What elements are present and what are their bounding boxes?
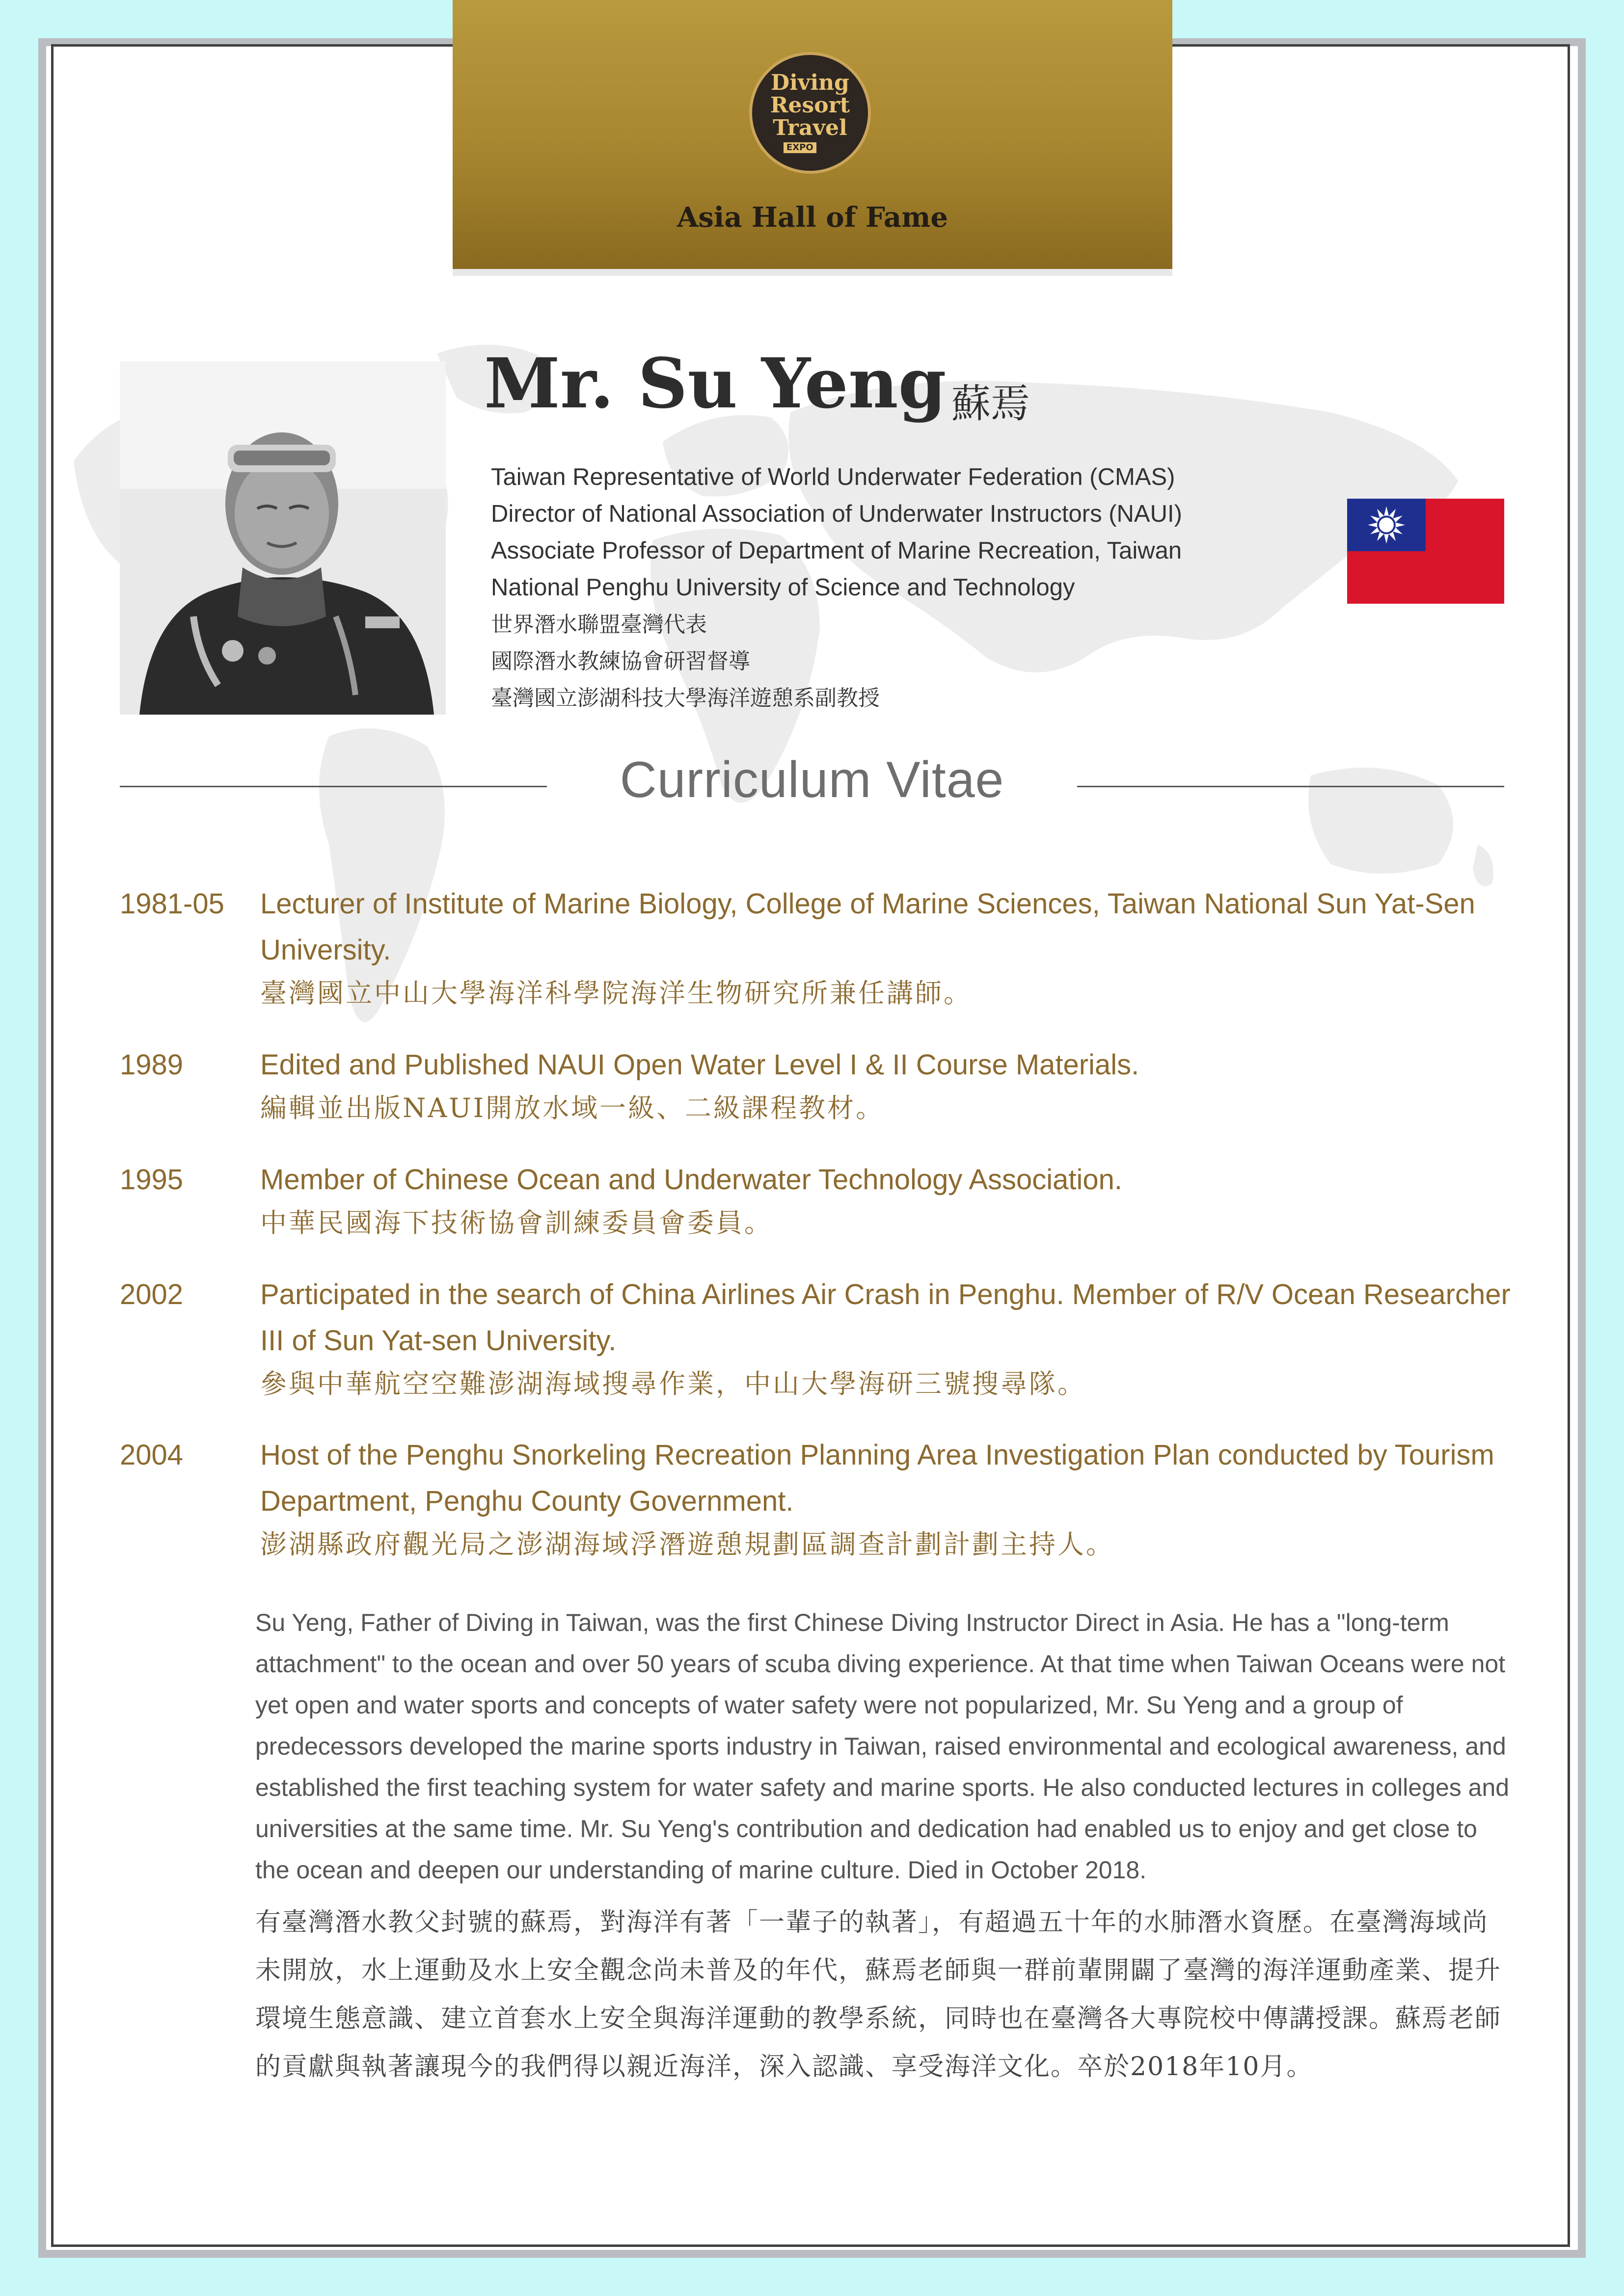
biography bbox=[255, 1602, 1512, 2091]
cv-description-chinese: 參與中華航空空難澎湖海域搜尋作業，中山大學海研三號搜尋隊。 bbox=[260, 1368, 1086, 1399]
title-line-chinese: 世界潛水聯盟臺灣代表 bbox=[491, 612, 707, 637]
cv-description: Participated in the search of China Airlines Air Crash in Penghu. Member of R/V Ocean Researcher III of Sun Yat-sen University. bbox=[260, 1279, 1511, 1357]
cv-entry-body bbox=[260, 1272, 1514, 1404]
cv-year: 1981-05 bbox=[120, 888, 224, 920]
title-line-chinese: 國際潛水教練協會研習督導 bbox=[491, 649, 750, 674]
cv-year: 1995 bbox=[120, 1164, 184, 1196]
cv-description: Host of the Penghu Snorkeling Recreation Planning Area Investigation Plan conducted by Tourism Department, Penghu County Government. bbox=[260, 1439, 1494, 1517]
logo-expo-tag: EXPO bbox=[784, 142, 816, 153]
biography-chinese: 有臺灣潛水教父封號的蘇焉，對海洋有著「一輩子的執著」，有超過五十年的水肺潛水資歷。在臺灣海域尚未開放，水上運動及水上安全觀念尚未普及的年代，蘇焉老師與一群前輩開闢了臺灣的海洋運動產業、提升環境生態意識、建立首套水上安全與海洋運動的教學系統，同時也在臺灣各大專院校中傳講授課。蘇焉老師的貢獻與執著讓現今的我們得以親近海洋，深入認識、享受海洋文化。卒於2018年10月。 bbox=[255, 1908, 1502, 2082]
cv-heading: Curriculum Vitae bbox=[620, 751, 1004, 808]
cv-entry-body bbox=[260, 1042, 1514, 1128]
cv-year: 1989 bbox=[120, 1049, 184, 1081]
cv-year: 2002 bbox=[120, 1279, 184, 1310]
logo-line-3: Travel bbox=[773, 115, 847, 140]
expo-logo bbox=[749, 52, 871, 174]
title-line-chinese: 臺灣國立澎湖科技大學海洋遊憩系副教授 bbox=[491, 686, 880, 711]
title-line: Associate Professor of Department of Marine Recreation, Taiwan bbox=[491, 537, 1182, 564]
cv-description-chinese: 編輯並出版NAUI開放水域一級、二級課程教材。 bbox=[260, 1093, 885, 1123]
cv-description-chinese: 澎湖縣政府觀光局之澎湖海域浮潛遊憩規劃區調查計劃計劃主持人。 bbox=[260, 1529, 1114, 1560]
banner-shadow bbox=[453, 269, 1172, 276]
cv-description: Edited and Published NAUI Open Water Level I & II Course Materials. bbox=[260, 1049, 1139, 1081]
cv-description-chinese: 中華民國海下技術協會訓練委員會委員。 bbox=[260, 1207, 773, 1238]
cv-divider-right bbox=[1077, 786, 1504, 787]
title-line: National Penghu University of Science and Technology bbox=[491, 574, 1075, 601]
portrait-illustration bbox=[120, 361, 446, 715]
logo-line-1: Diving bbox=[771, 70, 849, 95]
cv-entry-body bbox=[260, 1157, 1514, 1243]
title-line: Director of National Association of Underwater Instructors (NAUI) bbox=[491, 501, 1182, 527]
cv-description-chinese: 臺灣國立中山大學海洋科學院海洋生物研究所兼任講師。 bbox=[260, 978, 972, 1009]
taiwan-flag-icon bbox=[1347, 499, 1504, 604]
cv-description: Member of Chinese Ocean and Underwater Technology Association. bbox=[260, 1164, 1123, 1196]
cv-description: Lecturer of Institute of Marine Biology, College of Marine Sciences, Taiwan National Sun Yat-Sen University. bbox=[260, 888, 1475, 966]
banner-title: Asia Hall of Fame bbox=[677, 201, 948, 234]
cv-year: 2004 bbox=[120, 1439, 184, 1471]
cv-entry-body bbox=[260, 881, 1514, 1014]
biography-english: Su Yeng, Father of Diving in Taiwan, was the first Chinese Diving Instructor Direct in Asia. He has a "long-term attachment" to the ocean and over 50 years of scuba diving experience. At that time when Taiwan Oceans were not yet open and water sports and concepts of water safety were not popularized, Mr. Su Yeng and a group of predecessors developed the marine sports industry in Taiwan, raised environmental and ecological awareness, and established the first teaching system for water safety and marine sports. He also conducted lectures in colleges and universities at the same time. Mr. Su Yeng's contribution and dedication had enabled us to enjoy and get close to the ocean and deepen our understanding of marine culture. Died in October 2018. bbox=[255, 1609, 1510, 1884]
portrait-photo bbox=[120, 361, 446, 715]
title-line: Taiwan Representative of World Underwater Federation (CMAS) bbox=[491, 464, 1175, 490]
person-name: Mr. Su Yeng bbox=[484, 344, 947, 424]
logo-line-2: Resort bbox=[770, 93, 850, 118]
cv-divider-left bbox=[120, 786, 547, 787]
person-name-chinese: 蘇焉 bbox=[951, 381, 1030, 427]
title-list bbox=[491, 459, 1306, 717]
cv-entry-body bbox=[260, 1432, 1514, 1565]
